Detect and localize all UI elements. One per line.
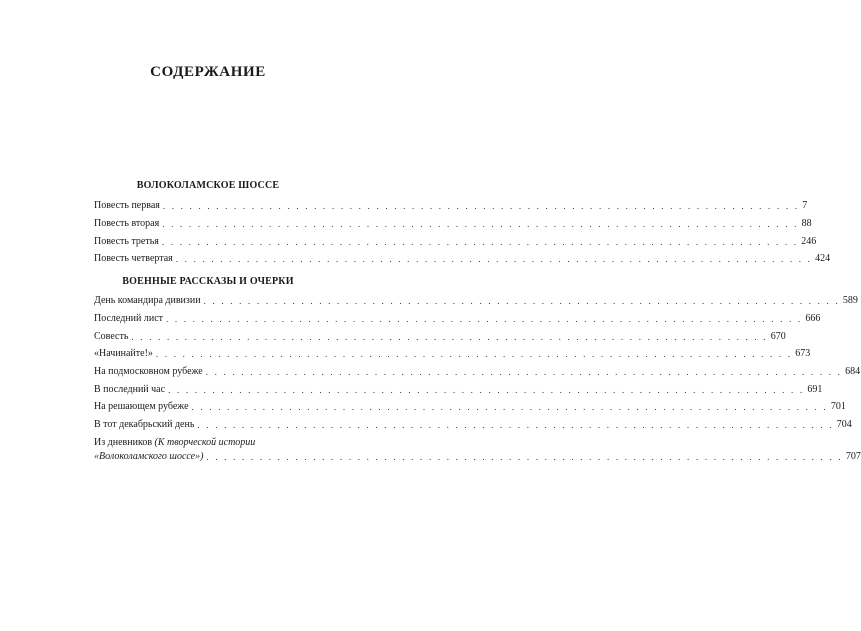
toc-entry[interactable] bbox=[94, 234, 817, 248]
section-title-volokolamsk: ВОЛОКОЛАМСКОЕ ШОССЕ bbox=[136, 180, 280, 191]
toc-entry[interactable] bbox=[94, 365, 861, 379]
toc-entry[interactable] bbox=[94, 199, 808, 213]
toc-entry-title: Совесть bbox=[94, 330, 129, 342]
toc-entry[interactable] bbox=[94, 382, 823, 396]
toc-entry-title: Повесть четвертая bbox=[94, 253, 173, 265]
toc-entry-title: Повесть третья bbox=[94, 235, 159, 247]
toc-entry-page: 424 bbox=[815, 253, 831, 265]
toc-entry-page: 7 bbox=[802, 200, 808, 212]
toc-entry-subtitle: «Волоколамского шоссе») bbox=[94, 450, 204, 462]
toc-entry-page: 684 bbox=[845, 365, 861, 377]
toc-entry-title: На решающем рубеже bbox=[94, 401, 189, 413]
leader-dots: . . . . . . . . . . . . . . . . . . . . . . . . . . . . . . . . . . . . . . . . . . . . . . . . . . . . . . . . . . . . . . . . . . . . . . . . bbox=[161, 236, 799, 247]
toc-entry-title: Повесть первая bbox=[94, 200, 160, 212]
toc-entry-title: На подмосковном рубеже bbox=[94, 365, 203, 377]
leader-dots: . . . . . . . . . . . . . . . . . . . . . . . . . . . . . . . . . . . . . . . . . . . . . . . . . . . . . . . . . . . . . . . . . . . . . . . . bbox=[162, 201, 800, 212]
toc-entry-title: «Начинайте!» bbox=[94, 348, 153, 360]
toc-entry-page: 673 bbox=[795, 348, 811, 360]
toc-entry-title-line bbox=[94, 450, 861, 464]
toc-entry[interactable] bbox=[94, 217, 812, 231]
leader-dots: . . . . . . . . . . . . . . . . . . . . . . . . . . . . . . . . . . . . . . . . . . . . . . . . . . . . . . . . . . . . . . . . . . . . . . . . bbox=[205, 366, 843, 377]
toc-entry-title: В тот декабрьский день bbox=[94, 419, 195, 430]
toc-entry[interactable] bbox=[94, 329, 786, 343]
toc-entry[interactable] bbox=[94, 252, 831, 266]
leader-dots: . . . . . . . . . . . . . . . . . . . . . . . . . . . . . . . . . . . . . . . . . . . . . . . . . . . . . . . . . . . . . . . . . . . . . . . . bbox=[203, 296, 840, 307]
toc-entry-page: 670 bbox=[770, 330, 786, 342]
toc-entry[interactable] bbox=[94, 436, 861, 464]
toc-entry-page: 691 bbox=[807, 383, 823, 395]
toc-entry-page: 246 bbox=[801, 235, 817, 247]
section-title-war-stories: ВОЕННЫЕ РАССКАЗЫ И ОЧЕРКИ bbox=[122, 276, 294, 287]
leader-dots: . . . . . . . . . . . . . . . . . . . . . . . . . . . . . . . . . . . . . . . . . . . . . . . . . . . . . . . . . . . . . . . . . . . . . . . . bbox=[191, 402, 828, 413]
toc-entry-title: В последний час bbox=[94, 383, 166, 395]
leader-dots: . . . . . . . . . . . . . . . . . . . . . . . . . . . . . . . . . . . . . . . . . . . . . . . . . . . . . . . . . . . . . . . . . . . . . . . . bbox=[206, 451, 843, 462]
page-title: СОДЕРЖАНИЕ bbox=[150, 64, 266, 80]
toc-entry-page: 666 bbox=[805, 312, 821, 324]
leader-dots: . . . . . . . . . . . . . . . . . . . . . . . . . . . . . . . . . . . . . . . . . . . . . . . . . . . . . . . . . . . . . . . . . . . . . . . . bbox=[162, 218, 799, 229]
toc-entry[interactable] bbox=[94, 294, 858, 308]
toc-section-war-stories bbox=[94, 294, 861, 467]
toc-entry-title-line bbox=[94, 436, 370, 450]
toc-entry[interactable] bbox=[94, 418, 852, 432]
toc-entry-title: Из дневников bbox=[94, 436, 153, 448]
leader-dots: . . . . . . . . . . . . . . . . . . . . . . . . . . . . . . . . . . . . . . . . . . . . . . . . . . . . . . . . . . . . . . . . . . . . . . . . bbox=[166, 313, 803, 324]
toc-entry-page: 589 bbox=[842, 295, 858, 307]
leader-dots: . . . . . . . . . . . . . . . . . . . . . . . . . . . . . . . . . . . . . . . . . . . . . . . . . . . . . . . . . . . . . . . . . . . . . . . . bbox=[131, 331, 768, 342]
toc-entry-title: Последний лист bbox=[94, 312, 163, 324]
toc-entry[interactable] bbox=[94, 347, 811, 361]
toc-entry-page: 704 bbox=[836, 419, 852, 430]
leader-dots: . . . . . . . . . . . . . . . . . . . . . . . . . . . . . . . . . . . . . . . . . . . . . . . . . . . . . . . . . . . . . . . . . . . . . . . . bbox=[175, 254, 813, 265]
toc-entry-page: 707 bbox=[845, 450, 861, 462]
leader-dots: . . . . . . . . . . . . . . . . . . . . . . . . . . . . . . . . . . . . . . . . . . . . . . . . . . . . . . . . . . . . . . . . . . . . . . . . bbox=[168, 384, 805, 395]
leader-dots: . . . . . . . . . . . . . . . . . . . . . . . . . . . . . . . . . . . . . . . . . . . . . . . . . . . . . . . . . . . . . . . . . . . . . . . . bbox=[155, 349, 793, 360]
toc-section-volokolamsk bbox=[94, 199, 831, 270]
toc-entry-page: 701 bbox=[830, 401, 846, 413]
toc-entry[interactable] bbox=[94, 312, 821, 326]
toc-entry-title: День командира дивизии bbox=[94, 295, 201, 307]
toc-entry[interactable] bbox=[94, 400, 846, 414]
leader-dots: . . . . . . . . . . . . . . . . . . . . . . . . . . . . . . . . . . . . . . . . . . . . . . . . . . . . . . . . . . . . . . . . . . . . . . . . bbox=[197, 420, 834, 430]
toc-entry-page: 88 bbox=[801, 217, 812, 229]
toc-entry-title: Повесть вторая bbox=[94, 217, 160, 229]
toc-entry-subtitle: (К творческой истории bbox=[154, 436, 256, 448]
